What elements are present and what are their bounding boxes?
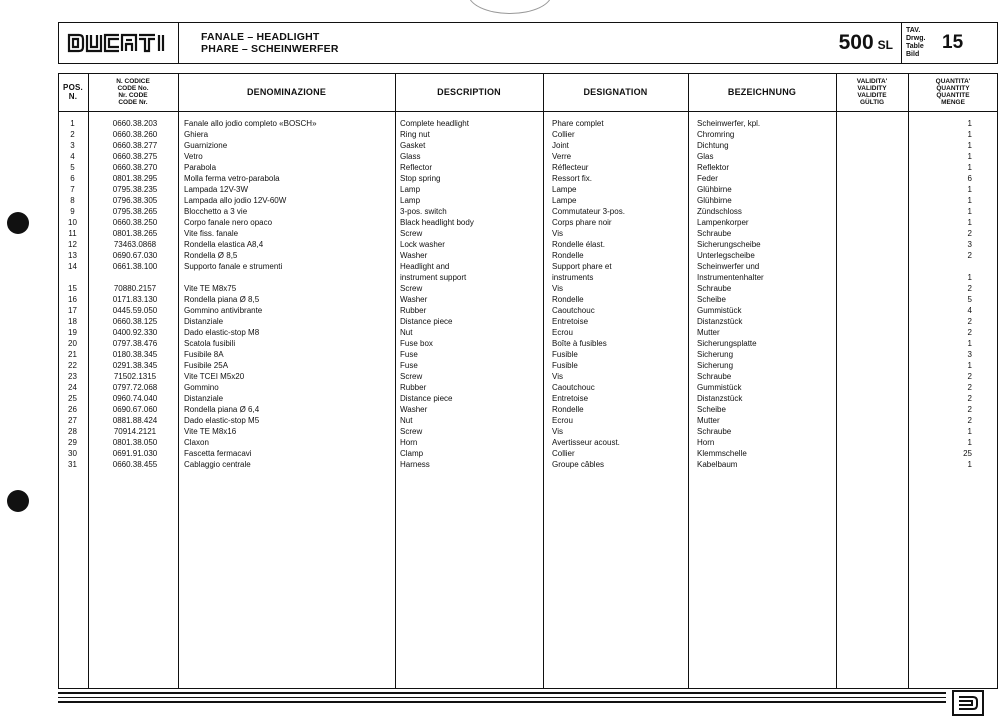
denominazione-cell: Rondella piana Ø 6,4: [184, 405, 260, 414]
pos-cell: 16: [68, 295, 77, 304]
pos-cell: 31: [68, 460, 77, 469]
description-cell: Nut: [400, 328, 413, 337]
pos-cell: 7: [70, 185, 75, 194]
designation-cell: Lampe: [552, 196, 577, 205]
table-row: [58, 415, 998, 426]
code-cell: 70880.2157: [113, 284, 157, 293]
code-cell: 0795.38.265: [112, 207, 158, 216]
designation-cell: Lampe: [552, 185, 577, 194]
description-cell: Distance piece: [400, 317, 453, 326]
designation-cell: Vis: [552, 372, 563, 381]
pos-cell: 24: [68, 383, 77, 392]
col-header-description: DESCRIPTION: [437, 87, 501, 97]
denominazione-cell: Blocchetto a 3 vie: [184, 207, 248, 216]
table-row: [58, 195, 998, 206]
table-row: [58, 393, 998, 404]
denominazione-cell: Parabola: [184, 163, 217, 172]
quantity-cell: 2: [967, 372, 972, 381]
denominazione-cell: Fusibile 8A: [184, 350, 224, 359]
code-cell: 0797.72.068: [112, 383, 158, 392]
description-cell: Headlight and: [400, 262, 450, 271]
table-row: [58, 316, 998, 327]
description-cell: Rubber: [400, 383, 427, 392]
description-cell: Harness: [400, 460, 430, 469]
model-label: [825, 23, 901, 63]
bezeichnung-cell: Sicherungsplatte: [697, 339, 757, 348]
quantity-cell: 1: [967, 427, 972, 436]
bezeichnung-cell: Instrumentenhalter: [697, 273, 764, 282]
quantity-cell: 1: [967, 218, 972, 227]
description-cell: Washer: [400, 405, 428, 414]
code-cell: 0881.88.424: [112, 416, 158, 425]
quantity-cell: 2: [967, 405, 972, 414]
denominazione-cell: Rondella piana Ø 8,5: [184, 295, 260, 304]
quantity-cell: 1: [967, 163, 972, 172]
denominazione-cell: Lampada 12V-3W: [184, 185, 249, 194]
bezeichnung-cell: Chromring: [697, 130, 735, 139]
description-cell: Lock washer: [400, 240, 445, 249]
bezeichnung-cell: Lampenkorper: [697, 218, 749, 227]
denominazione-cell: Dado elastic-stop M5: [184, 416, 260, 425]
designation-cell: Avertisseur acoust.: [552, 438, 620, 447]
bezeichnung-cell: Schraube: [697, 427, 732, 436]
table-row: [58, 294, 998, 305]
designation-cell: Fusible: [552, 350, 578, 359]
code-cell: 0445.59.050: [112, 306, 158, 315]
quantity-cell: 3: [967, 240, 972, 249]
designation-cell: Corps phare noir: [552, 218, 612, 227]
pos-cell: 9: [70, 207, 75, 216]
description-cell: Distance piece: [400, 394, 453, 403]
pos-cell: 19: [68, 328, 77, 337]
col-header-validita: VALIDITA' VALIDITY VALIDITE GÜLTIG: [856, 78, 888, 106]
code-cell: 70914.2121: [113, 427, 157, 436]
designation-cell: Vis: [552, 427, 563, 436]
designation-cell: Rondelle: [552, 405, 584, 414]
designation-cell: Entretoise: [552, 317, 589, 326]
description-cell: Screw: [400, 284, 423, 293]
pos-cell: 28: [68, 427, 77, 436]
bezeichnung-cell: Klemmschelle: [697, 449, 747, 458]
pos-cell: 27: [68, 416, 77, 425]
description-cell: Screw: [400, 229, 423, 238]
bezeichnung-cell: Horn: [697, 438, 715, 447]
col-header-designation: DESIGNATION: [583, 87, 648, 97]
denominazione-cell: Dado elastic-stop M8: [184, 328, 260, 337]
code-cell: 0171.83.130: [112, 295, 158, 304]
denominazione-cell: Vite fiss. fanale: [184, 229, 239, 238]
denominazione-cell: Molla ferma vetro-parabola: [184, 174, 280, 183]
pos-cell: 21: [68, 350, 77, 359]
quantity-cell: 1: [967, 130, 972, 139]
quantity-cell: 1: [967, 438, 972, 447]
bezeichnung-cell: Reflektor: [697, 163, 730, 172]
code-cell: 0691.91.030: [112, 449, 158, 458]
code-cell: 0400.92.330: [112, 328, 158, 337]
pos-cell: 13: [68, 251, 77, 260]
bezeichnung-cell: Glühbirne: [697, 185, 732, 194]
description-cell: Stop spring: [400, 174, 441, 183]
footer-rule: [58, 692, 946, 694]
pos-cell: 18: [68, 317, 77, 326]
designation-cell: Ressort fix.: [552, 174, 593, 183]
bezeichnung-cell: Feder: [697, 174, 718, 183]
description-cell: Complete headlight: [400, 119, 469, 128]
designation-cell: Caoutchouc: [552, 306, 595, 315]
code-cell: 0660.38.275: [112, 152, 158, 161]
description-cell: Ring nut: [400, 130, 430, 139]
description-cell: instrument support: [400, 273, 467, 282]
quantity-cell: 1: [967, 361, 972, 370]
pos-cell: 22: [68, 361, 77, 370]
bezeichnung-cell: Sicherung: [697, 361, 734, 370]
description-cell: Washer: [400, 251, 428, 260]
denominazione-cell: Vite TE M8x16: [184, 427, 237, 436]
table-row: [58, 162, 998, 173]
bezeichnung-cell: Unterlegscheibe: [697, 251, 755, 260]
description-cell: Horn: [400, 438, 418, 447]
table-row: [58, 151, 998, 162]
code-cell: 0660.38.277: [112, 141, 158, 150]
designation-cell: Commutateur 3-pos.: [552, 207, 625, 216]
designation-cell: Entretoise: [552, 394, 589, 403]
denominazione-cell: Supporto fanale e strumenti: [184, 262, 283, 271]
quantity-cell: 1: [967, 207, 972, 216]
bezeichnung-cell: Sicherungscheibe: [697, 240, 761, 249]
designation-cell: Groupe câbles: [552, 460, 605, 469]
model-suffix: SL: [877, 38, 893, 52]
denominazione-cell: Cablaggio centrale: [184, 460, 251, 469]
pos-cell: 5: [70, 163, 75, 172]
pos-cell: 17: [68, 306, 77, 315]
denominazione-cell: Rondella Ø 8,5: [184, 251, 238, 260]
designation-cell: Collier: [552, 130, 575, 139]
bezeichnung-cell: Scheibe: [697, 405, 726, 414]
description-cell: Fuse: [400, 350, 418, 359]
designation-cell: Ecrou: [552, 416, 573, 425]
description-cell: Screw: [400, 372, 423, 381]
designation-cell: Rondelle: [552, 251, 584, 260]
table-row: [58, 184, 998, 195]
description-cell: Fuse: [400, 361, 418, 370]
denominazione-cell: Vetro: [184, 152, 203, 161]
table-number-cell: [901, 23, 997, 63]
quantity-cell: 25: [963, 449, 972, 458]
designation-cell: Vis: [552, 229, 563, 238]
ducati-logo-icon: [67, 32, 171, 54]
quantity-cell: 1: [967, 460, 972, 469]
denominazione-cell: Fusibile 25A: [184, 361, 229, 370]
title-line-1: FANALE – HEADLIGHT: [201, 31, 320, 43]
code-cell: 0795.38.235: [112, 185, 158, 194]
pos-cell: 26: [68, 405, 77, 414]
description-cell: 3-pos. switch: [400, 207, 447, 216]
quantity-cell: 1: [967, 273, 972, 282]
quantity-cell: 4: [967, 306, 972, 315]
ducati-d-mark-icon: [952, 690, 984, 716]
designation-cell: Collier: [552, 449, 575, 458]
description-cell: Lamp: [400, 185, 421, 194]
quantity-cell: 6: [967, 174, 972, 183]
pos-cell: 4: [70, 152, 75, 161]
denominazione-cell: Distanziale: [184, 317, 224, 326]
pos-cell: 14: [68, 262, 77, 271]
col-header-code: N. CODICE CODE No. Nr. CODE CODE Nr.: [116, 78, 150, 106]
bezeichnung-cell: Scheibe: [697, 295, 726, 304]
bezeichnung-cell: Scheinwerfer und: [697, 262, 760, 271]
table-row: [58, 217, 998, 228]
designation-cell: Rondelle: [552, 295, 584, 304]
table-row: [58, 250, 998, 261]
quantity-cell: 5: [967, 295, 972, 304]
col-header-bezeichnung: BEZEICHNUNG: [727, 87, 797, 97]
quantity-cell: 1: [967, 152, 972, 161]
denominazione-cell: Corpo fanale nero opaco: [184, 218, 273, 227]
description-cell: Fuse box: [400, 339, 433, 348]
description-cell: Clamp: [400, 449, 424, 458]
denominazione-cell: Fascetta fermacavi: [184, 449, 252, 458]
quantity-cell: 1: [967, 141, 972, 150]
parts-table-body: [58, 118, 998, 470]
code-cell: 0801.38.265: [112, 229, 158, 238]
pos-cell: 10: [68, 218, 77, 227]
description-cell: Gasket: [400, 141, 426, 150]
designation-cell: Vis: [552, 284, 563, 293]
pos-cell: 3: [70, 141, 75, 150]
bezeichnung-cell: Gummistück: [697, 306, 742, 315]
sheet-title: [179, 23, 825, 63]
pos-cell: 2: [70, 130, 75, 139]
denominazione-cell: Gommino: [184, 383, 219, 392]
col-header-pos: POS. N.: [63, 83, 83, 101]
denominazione-cell: Vite TE M8x75: [184, 284, 237, 293]
designation-cell: Rondelle élast.: [552, 240, 605, 249]
page-arc-mark: [468, 0, 552, 14]
bezeichnung-cell: Sicherung: [697, 350, 734, 359]
code-cell: 0180.38.345: [112, 350, 158, 359]
model-number: 500: [838, 31, 874, 54]
table-row: [58, 349, 998, 360]
table-row: [58, 338, 998, 349]
designation-cell: instruments: [552, 273, 594, 282]
denominazione-cell: Scatola fusibili: [184, 339, 236, 348]
pos-cell: 11: [68, 229, 77, 238]
denominazione-cell: Vite TCEI M5x20: [184, 372, 245, 381]
pos-cell: 1: [70, 119, 75, 128]
denominazione-cell: Gommino antivibrante: [184, 306, 263, 315]
pos-cell: 20: [68, 339, 77, 348]
code-cell: 0660.38.270: [112, 163, 158, 172]
table-row: [58, 129, 998, 140]
table-row: [58, 437, 998, 448]
bezeichnung-cell: Dichtung: [697, 141, 729, 150]
description-cell: Screw: [400, 427, 423, 436]
code-cell: 0797.38.476: [112, 339, 158, 348]
code-cell: 71502.1315: [113, 372, 157, 381]
code-cell: 0690.67.030: [112, 251, 158, 260]
quantity-cell: 2: [967, 284, 972, 293]
table-row: [58, 382, 998, 393]
quantity-cell: 2: [967, 416, 972, 425]
pos-cell: 12: [68, 240, 77, 249]
designation-cell: Support phare et: [552, 262, 612, 271]
table-row: [58, 206, 998, 217]
designation-cell: Joint: [552, 141, 569, 150]
designation-cell: Fusible: [552, 361, 578, 370]
code-cell: 0661.38.100: [112, 262, 158, 271]
quantity-cell: 2: [967, 251, 972, 260]
code-cell: 0960.74.040: [112, 394, 158, 403]
quantity-cell: 1: [967, 185, 972, 194]
bezeichnung-cell: Gummistück: [697, 383, 742, 392]
code-cell: 0690.67.060: [112, 405, 158, 414]
bezeichnung-cell: Distanzstück: [697, 317, 743, 326]
code-cell: 0801.38.295: [112, 174, 158, 183]
code-cell: 73463.0868: [113, 240, 157, 249]
bezeichnung-cell: Distanzstück: [697, 394, 743, 403]
table-row: [58, 459, 998, 470]
description-cell: Lamp: [400, 196, 421, 205]
description-cell: Nut: [400, 416, 413, 425]
sheet-header: [58, 22, 998, 64]
col-header-denominazione: DENOMINAZIONE: [246, 87, 327, 97]
description-cell: Glass: [400, 152, 421, 161]
bezeichnung-cell: Scheinwerfer, kpl.: [697, 119, 761, 128]
table-row: [58, 371, 998, 382]
denominazione-cell: Claxon: [184, 438, 209, 447]
description-cell: Reflector: [400, 163, 433, 172]
code-cell: 0801.38.050: [112, 438, 158, 447]
pos-cell: 29: [68, 438, 77, 447]
designation-cell: Phare complet: [552, 119, 604, 128]
footer-rule: [58, 697, 946, 698]
bezeichnung-cell: Mutter: [697, 328, 720, 337]
table-row: [58, 261, 998, 272]
code-cell: 0660.38.250: [112, 218, 158, 227]
code-cell: 0796.38.305: [112, 196, 158, 205]
quantity-cell: 2: [967, 317, 972, 326]
bezeichnung-cell: Schraube: [697, 284, 732, 293]
pos-cell: 23: [68, 372, 77, 381]
designation-cell: Ecrou: [552, 328, 573, 337]
table-row: [58, 118, 998, 129]
table-row: [58, 305, 998, 316]
table-row: [58, 228, 998, 239]
table-row: [58, 404, 998, 415]
code-cell: 0660.38.455: [112, 460, 158, 469]
table-row: [58, 173, 998, 184]
table-number: 15: [942, 32, 964, 53]
bezeichnung-cell: Kabelbaum: [697, 460, 738, 469]
table-row: [58, 327, 998, 338]
designation-cell: Caoutchouc: [552, 383, 595, 392]
title-line-2: PHARE – SCHEINWERFER: [201, 43, 339, 55]
quantity-cell: 2: [967, 383, 972, 392]
pos-cell: 30: [68, 449, 77, 458]
description-cell: Black headlight body: [400, 218, 474, 227]
designation-cell: Boîte à fusibles: [552, 339, 607, 348]
quantity-cell: 3: [967, 350, 972, 359]
pos-cell: 25: [68, 394, 77, 403]
quantity-cell: 1: [967, 196, 972, 205]
bezeichnung-cell: Schraube: [697, 372, 732, 381]
denominazione-cell: Ghiera: [184, 130, 209, 139]
quantity-cell: 2: [967, 394, 972, 403]
table-row: [58, 448, 998, 459]
table-row: [58, 239, 998, 250]
table-row: [58, 140, 998, 151]
quantity-cell: 2: [967, 229, 972, 238]
bezeichnung-cell: Zündschloss: [697, 207, 742, 216]
pos-cell: 15: [68, 284, 77, 293]
denominazione-cell: Fanale allo jodio completo «BOSCH»: [184, 119, 317, 128]
bezeichnung-cell: Glühbirne: [697, 196, 732, 205]
denominazione-cell: Lampada allo jodio 12V-60W: [184, 196, 287, 205]
quantity-cell: 1: [967, 119, 972, 128]
quantity-cell: 2: [967, 328, 972, 337]
bezeichnung-cell: Glas: [697, 152, 714, 161]
punch-hole-top: [7, 212, 29, 234]
footer-rule: [58, 701, 946, 703]
table-row: [58, 360, 998, 371]
table-row: [58, 272, 998, 283]
punch-hole-bottom: [7, 490, 29, 512]
code-cell: 0291.38.345: [112, 361, 158, 370]
pos-cell: 8: [70, 196, 75, 205]
code-cell: 0660.38.203: [112, 119, 158, 128]
col-header-quantita: QUANTITA' QUANTITY QUANTITE MENGE: [935, 78, 971, 106]
pos-cell: 6: [70, 174, 75, 183]
designation-cell: Verre: [552, 152, 572, 161]
denominazione-cell: Rondella elastica A8,4: [184, 240, 264, 249]
quantity-cell: 1: [967, 339, 972, 348]
bezeichnung-cell: Mutter: [697, 416, 720, 425]
description-cell: Washer: [400, 295, 428, 304]
code-cell: 0660.38.260: [112, 130, 158, 139]
bezeichnung-cell: Schraube: [697, 229, 732, 238]
code-cell: 0660.38.125: [112, 317, 158, 326]
table-row: [58, 283, 998, 294]
description-cell: Rubber: [400, 306, 427, 315]
denominazione-cell: Distanziale: [184, 394, 224, 403]
table-row: [58, 426, 998, 437]
table-number-labels: TAV. Drwg. Table Bild: [906, 27, 926, 58]
denominazione-cell: Guarnizione: [184, 141, 228, 150]
designation-cell: Réflecteur: [552, 163, 589, 172]
ducati-logo: [59, 23, 179, 63]
table-header-divider: [58, 111, 998, 112]
